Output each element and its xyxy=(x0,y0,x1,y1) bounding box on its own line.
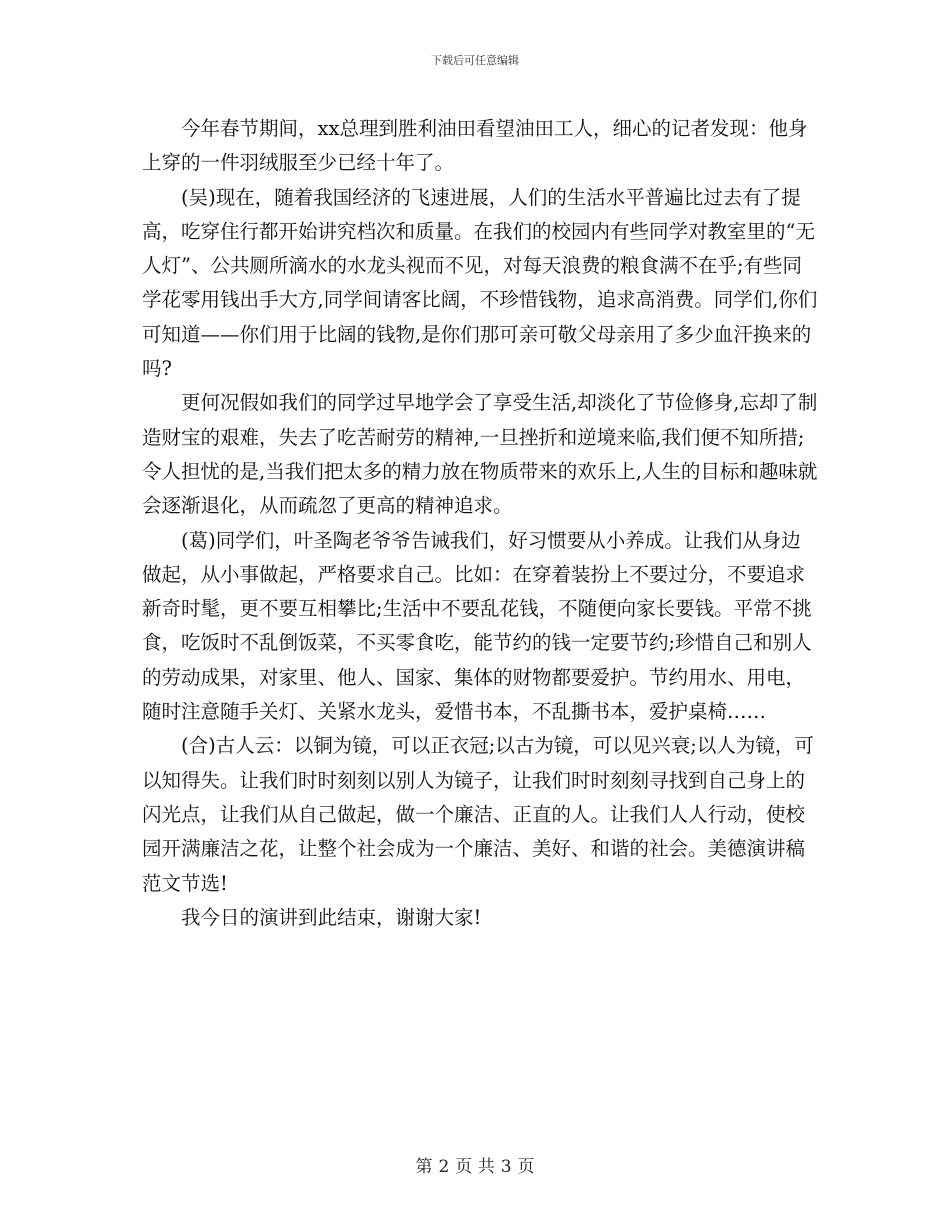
paragraph-6: 我今日的演讲到此结束，谢谢大家! xyxy=(181,905,482,929)
paragraph-1: 今年春节期间，xx总理到胜利油田看望油田工人，细心的记者发现：他身上穿的一件羽绒服至少已经十年了。 xyxy=(142,117,808,175)
footer-suffix: 页 xyxy=(517,1157,535,1177)
footer-total-pages: 3 xyxy=(500,1157,512,1177)
paragraph-5: (合)古人云：以铜为镜，可以正衣冠;以古为镜，可以见兴衰;以人为镜，可以知得失。让我们时时刻刻以别人为镜子，让我们时时刻刻寻找到自己身上的闪光点，让我们从自己做起，做一个廉洁、正直的人。让我们人人行动，使校园开满廉洁之花，让整个社会成为一个廉洁、美好、和谐的社会。美德演讲稿范文节选! xyxy=(142,734,814,895)
page-header-note: 下载后可任意编辑 xyxy=(431,54,519,67)
paragraph-2: (吴)现在，随着我国经济的飞速进展，人们的生活水平普遍比过去有了提高，吃穿住行都开始讲究档次和质量。在我们的校园内有些同学对教室里的“无人灯”、公共厕所滴水的水龙头视而不见，对每天浪费的粮食满不在乎;有些同学花零用钱出手大方,同学间请客比阔，不珍惜钱物，追求高消费。同学们,你们可知道——你们用于比阔的钱物,是你们那可亲可敬父母亲用了多少血汗换来的吗? xyxy=(142,185,818,381)
document-body xyxy=(142,112,820,935)
footer-middle: 页 共 xyxy=(455,1157,495,1177)
page-footer xyxy=(0,1152,950,1177)
footer-prefix: 第 xyxy=(415,1157,433,1177)
footer-page-number: 2 xyxy=(438,1157,450,1177)
paragraph-4: (葛)同学们，叶圣陶老爷爷告诫我们，好习惯要从小养成。让我们从身边做起，从小事做起，严格要求自己。比如：在穿着装扮上不要过分，不要追求新奇时髦，更不要互相攀比;生活中不要乱花钱，不随便向家长要钱。平常不挑食，吃饭时不乱倒饭菜，不买零食吃，能节约的钱一定要节约;珍惜自己和别人的劳动成果，对家里、他人、国家、集体的财物都要爱护。节约用水、用电，随时注意随手关灯、关紧水龙头，爱惜书本，不乱撕书本，爱护桌椅…… xyxy=(142,528,812,724)
paragraph-3: 更何况假如我们的同学过早地学会了享受生活,却淡化了节俭修身,忘却了制造财宝的艰难，失去了吃苦耐劳的精神,一旦挫折和逆境来临,我们便不知所措;令人担忧的是,当我们把太多的精力放在物质带来的欢乐上,人生的目标和趣味就会逐渐退化，从而疏忽了更高的精神追求。 xyxy=(142,391,818,518)
